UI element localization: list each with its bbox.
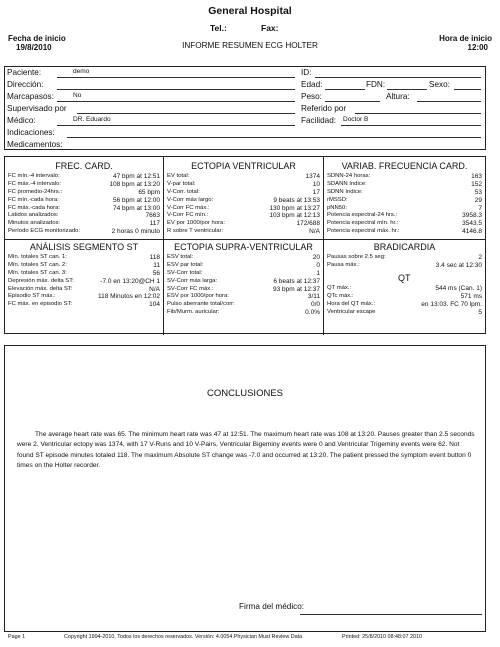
stat-row <box>327 309 482 317</box>
paciente-value: demo <box>73 68 90 75</box>
stat-label: SDNN índice: <box>327 188 363 195</box>
medico-line <box>57 125 295 126</box>
stat-row <box>8 254 160 262</box>
stat-value: 6 beats at 12:37 <box>273 277 320 285</box>
stat-label: FC máx. en episodio ST: <box>8 301 73 308</box>
stat-row <box>167 293 320 301</box>
stat-row <box>327 285 482 293</box>
stat-row <box>167 278 320 286</box>
stat-label: SV-Corr FC máx.: <box>167 285 214 292</box>
stat-value: 3/11 <box>307 293 320 301</box>
fax-label: Fax: <box>261 23 279 33</box>
stat-value: 5 <box>478 308 482 316</box>
stat-row <box>167 181 320 189</box>
stat-label: FC máx.-4 intervalo: <box>8 180 62 187</box>
tel-label: Tel.: <box>210 23 227 33</box>
stat-label: ESV total: <box>167 253 194 260</box>
stat-value: 29 <box>474 196 482 204</box>
paciente-line <box>57 77 295 78</box>
stat-row <box>8 205 160 213</box>
stat-label: Potencia espectral mín. hr.: <box>327 220 399 227</box>
stat-value: 118 <box>149 253 160 261</box>
stat-value: 7 <box>478 204 482 212</box>
stat-value: 47 bpm at 12:51 <box>113 172 160 180</box>
stat-row <box>327 173 482 181</box>
stat-row <box>8 181 160 189</box>
stat-row <box>8 286 160 294</box>
sexo-label: Sexo: <box>429 80 450 89</box>
facilidad-label: Facilidad: <box>301 116 337 125</box>
edad-label: Edad: <box>301 80 323 89</box>
facilidad-value: Doctor B <box>343 116 369 123</box>
referido-line <box>355 113 481 114</box>
stat-label: Pausa máx.: <box>327 261 360 268</box>
peso-line <box>325 101 380 102</box>
stat-label: V-Corr. total: <box>167 188 200 195</box>
stat-label: V-par total: <box>167 180 196 187</box>
medicamentos-line <box>71 149 481 150</box>
stat-label: Pulso aberrante total/corr: <box>167 301 235 308</box>
stat-value: 2 horas 0 minuto <box>111 228 160 236</box>
stat-row <box>8 293 160 301</box>
column-left <box>5 157 163 335</box>
stat-value: 130 bpm at 13:27 <box>269 204 320 212</box>
stat-value: 17 <box>312 188 320 196</box>
stat-value: 108 bpm at 13:20 <box>109 180 160 188</box>
stat-value: 65 bpm <box>138 188 160 196</box>
stat-value: 20 <box>312 253 320 261</box>
marcapasos-label: Marcapasos: <box>7 92 54 101</box>
stat-row <box>327 181 482 189</box>
stat-label: Ventricular escape <box>327 308 376 315</box>
stat-label: Episodio ST máx.: <box>8 293 56 300</box>
stat-value: 93 bpm at 12:37 <box>273 285 320 293</box>
stat-label: FC promedio-24hrs.: <box>8 188 63 195</box>
stat-row <box>8 189 160 197</box>
stat-label: Mín. totales ST can. 2: <box>8 261 67 268</box>
frec-card-rows <box>8 173 160 236</box>
stat-label: EV total: <box>167 172 190 179</box>
stat-label: SV-Corr total: <box>167 269 203 276</box>
stat-label: FC mín.-4 intervalo: <box>8 172 60 179</box>
stat-value: 1 <box>316 269 320 277</box>
variabilidad-title: VARIAB. FRECUENCIA CARD. <box>341 161 468 171</box>
stat-label: Hora del QT máx.: <box>327 300 376 307</box>
stat-value: 117 <box>149 220 160 228</box>
stat-value: 7663 <box>145 212 160 220</box>
stat-value: 10 <box>312 180 320 188</box>
stat-row <box>167 189 320 197</box>
stat-value: 53 <box>474 188 482 196</box>
stat-row <box>8 228 160 236</box>
stat-value: 0.0% <box>305 309 320 317</box>
stat-label: Fib/Murm. auricular: <box>167 309 220 316</box>
bradicardia-rows <box>327 254 482 270</box>
stat-label: Minutos analizados: <box>8 220 61 227</box>
fdn-label: FDN: <box>366 80 386 89</box>
firma-line <box>300 614 482 615</box>
fecha-inicio-label: Fecha de inicio <box>8 34 66 43</box>
st-analysis-rows <box>8 254 160 309</box>
stat-label: rMSSD: <box>327 196 348 203</box>
stat-row <box>167 228 320 236</box>
stat-row <box>327 228 482 236</box>
stat-label: ESV par total: <box>167 261 204 268</box>
facilidad-line <box>341 125 481 126</box>
stat-label: FC máx.-cada hora: <box>8 204 61 211</box>
referido-label: Referido por <box>301 104 347 113</box>
hospital-name: General Hospital <box>208 5 292 17</box>
stat-label: R sobre T ventricular: <box>167 228 224 235</box>
stat-value: 3.4 sec at 12:30 <box>435 261 482 269</box>
sexo-line <box>454 89 481 90</box>
stat-value: 163 <box>471 172 482 180</box>
stat-row <box>167 254 320 262</box>
conclusions-text: The average heart rate was 65. The minimum heart rate was 47 at 12:51. The maximum heart rate was 108 at 13:20. Pauses greater than 2.5 seconds were 2. Ventricular ectopy was 1374, with 17 V-Runs and 10 V-Pairs, Ventricular Bigeminy events were 0 and Ventricular Trigeminy events were 62. Not found ST episode minutes totaled 118. The maximum Absolute ST change was -7.0 and occurred at 13:20. The patient pressed the symptom event button 0 times on the Holter recorder. <box>17 431 475 469</box>
stat-label: Período ECG monitorizado: <box>8 228 81 235</box>
hora-inicio-value: 12:00 <box>467 43 488 52</box>
stat-row <box>167 173 320 181</box>
stat-row <box>8 212 160 220</box>
stat-row <box>327 205 482 213</box>
stat-row <box>327 254 482 262</box>
stat-row <box>8 220 160 228</box>
footer-page: Page 1 <box>8 634 26 640</box>
stat-value: 152 <box>471 180 482 188</box>
patient-info-box <box>4 66 486 150</box>
peso-label: Peso: <box>301 92 322 101</box>
firma-label: Firma del médico: <box>239 602 305 611</box>
id-line <box>315 77 481 78</box>
stat-value: N/A <box>149 285 160 293</box>
conclusions-title: CONCLUSIONES <box>206 388 283 399</box>
st-analysis-title: ANÁLISIS SEGMENTO ST <box>29 242 139 252</box>
stat-label: Depresión máx. delta ST: <box>8 277 74 284</box>
stat-value: 2 <box>478 253 482 261</box>
stat-row <box>167 301 320 309</box>
stat-label: SV-Corr más larga: <box>167 277 218 284</box>
stat-row <box>167 212 320 220</box>
stat-row <box>167 270 320 278</box>
stat-label: Latidos analizados: <box>8 212 59 219</box>
stat-label: Pausas sobre 2.5 seg: <box>327 253 386 260</box>
column-middle <box>163 157 323 335</box>
stat-label: pNN50: <box>327 204 347 211</box>
stat-value: 571 ms <box>460 292 482 300</box>
stat-row <box>167 197 320 205</box>
stat-row <box>327 189 482 197</box>
stat-row <box>167 262 320 270</box>
stat-value: 103 bpm at 12:13 <box>269 212 320 220</box>
edad-line <box>325 89 365 90</box>
stat-value: 118 Minutos en 12:02 <box>97 293 160 301</box>
stat-row <box>327 293 482 301</box>
conclusions-box <box>4 345 486 632</box>
ectopia-sv-rows <box>167 254 320 317</box>
stat-row <box>8 270 160 278</box>
marcapasos-line <box>57 101 295 102</box>
fdn-line <box>387 89 427 90</box>
stat-row <box>327 220 482 228</box>
ectopia-sv-title: ECTOPIA SUPRA-VENTRICULAR <box>174 242 313 252</box>
paciente-label: Paciente: <box>7 68 42 77</box>
stat-label: Mín. totales ST can. 3: <box>8 269 67 276</box>
column-right <box>323 157 485 335</box>
stat-label: FC mín.-cada hora: <box>8 196 59 203</box>
stat-label: ESV por 1000/por hora: <box>167 293 229 300</box>
stat-label: V-Corr FC mín.: <box>167 212 209 219</box>
qt-title: QT <box>398 273 411 283</box>
indicaciones-line <box>67 137 481 138</box>
fecha-inicio-value: 19/8/2010 <box>16 43 52 52</box>
bradicardia-title: BRADICARDIA <box>373 242 436 252</box>
stat-value: 3958.3 <box>462 212 482 220</box>
altura-line <box>417 101 481 102</box>
stat-row <box>167 205 320 213</box>
ectopia-ventricular-title: ECTOPIA VENTRICULAR <box>191 161 296 171</box>
stat-row <box>8 262 160 270</box>
section-divider <box>324 239 485 240</box>
stat-row <box>167 286 320 294</box>
stat-label: Potencia espectral-24 hrs.: <box>327 212 398 219</box>
direccion-label: Dirección: <box>7 80 44 89</box>
stat-value: 56 <box>152 269 160 277</box>
footer-copyright: Copyright 1994-2010, Todos los derechos reservados. Versión: 4.0054.Physician Must Review Data <box>64 634 303 640</box>
stat-row <box>327 301 482 309</box>
stat-row <box>8 301 160 309</box>
stat-value: 0 <box>316 261 320 269</box>
stat-value: 3543.5 <box>462 220 482 228</box>
stat-row <box>327 197 482 205</box>
stat-label: EV por 1000/por hora: <box>167 220 225 227</box>
medico-value: DR. Eduardo <box>73 116 111 123</box>
stat-row <box>327 262 482 270</box>
hora-inicio-label: Hora de inicio <box>439 34 492 43</box>
stat-value: -7.0 en 13:20@CH 1 <box>100 277 160 285</box>
stat-label: V-Corr FC máx.: <box>167 204 210 211</box>
stat-value: 0/0 <box>310 301 320 309</box>
stat-value: 74 bpm at 13:00 <box>113 204 160 212</box>
stat-row <box>167 309 320 317</box>
stat-row <box>8 278 160 286</box>
indicaciones-label: Indicaciones: <box>7 128 55 137</box>
stat-row <box>8 173 160 181</box>
stat-value: 56 bpm at 12:00 <box>113 196 160 204</box>
stats-box <box>4 156 486 334</box>
stat-label: QTc máx.: <box>327 292 354 299</box>
stat-label: Mín. totales ST can. 1: <box>8 253 67 260</box>
stat-row <box>8 197 160 205</box>
direccion-line <box>57 89 295 90</box>
stat-row <box>167 220 320 228</box>
footer-printed: Printed: 25/8/2010 08:48:07 2010 <box>342 634 423 640</box>
stat-value: 1374 <box>305 172 320 180</box>
stat-value: 544 ms (Can. 1) <box>435 284 482 292</box>
stat-label: Potencia espectral máx. hr.: <box>327 228 400 235</box>
supervisado-line <box>77 113 295 114</box>
marcapasos-value: No <box>73 92 82 99</box>
stat-value: 172/688 <box>296 220 320 228</box>
altura-label: Altura: <box>386 92 410 101</box>
medicamentos-label: Medicamentos: <box>7 140 63 149</box>
qt-rows <box>327 285 482 317</box>
medico-label: Médico: <box>7 116 36 125</box>
stat-value: en 13:03. FC 70 lpm. <box>421 300 482 308</box>
frec-card-title: FREC. CARD. <box>55 161 113 171</box>
report-title: INFORME RESUMEN ECG HOLTER <box>182 41 318 50</box>
section-divider <box>164 239 323 240</box>
ectopia-ventricular-rows <box>167 173 320 236</box>
section-divider <box>5 239 163 240</box>
id-label: ID: <box>301 68 312 77</box>
stat-value: 104 <box>149 301 160 309</box>
supervisado-label: Supervisado por <box>7 104 67 113</box>
stat-value: 4146.8 <box>462 228 482 236</box>
stat-label: SDANN índice: <box>327 180 367 187</box>
stat-label: V-Corr más largo: <box>167 196 214 203</box>
stat-value: N/A <box>309 228 320 236</box>
stat-label: QT máx.: <box>327 284 352 291</box>
stat-label: Elevación máx. delta ST: <box>8 285 73 292</box>
stat-value: 11 <box>153 261 160 269</box>
variabilidad-rows <box>327 173 482 236</box>
stat-value: 9 beats at 13:53 <box>273 196 320 204</box>
stat-row <box>327 212 482 220</box>
stat-label: SDNN-24 horas: <box>327 172 371 179</box>
